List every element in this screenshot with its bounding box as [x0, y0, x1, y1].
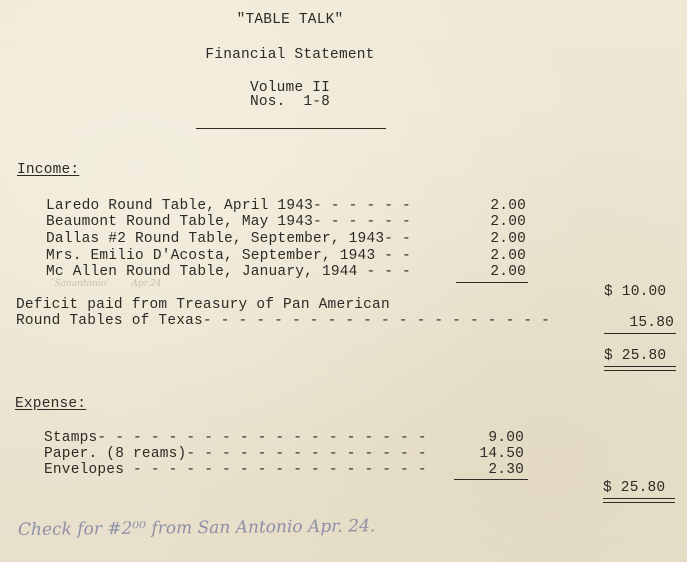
expense-item-label: Envelopes - - - - - - - - - - - - - - - - -: [44, 462, 427, 478]
deficit-line-2: Round Tables of Texas- - - - - - - - - - - - - - - - - - - -: [16, 313, 551, 329]
expense-total: $ 25.80: [603, 480, 666, 496]
deficit-amount: 15.80: [629, 315, 674, 331]
income-item-amount: 2.00: [490, 264, 526, 280]
income-total-rule-2: [604, 370, 676, 371]
income-item-label: Beaumont Round Table, May 1943- - - - - -: [46, 214, 411, 230]
document-title: "TABLE TALK": [236, 12, 344, 28]
income-item-amount: 2.00: [490, 231, 526, 247]
handwritten-note: Check for #2⁰⁰ from San Antonio Apr. 24.: [17, 516, 376, 540]
income-subtotal: $ 10.00: [604, 284, 667, 300]
volume-label: Volume II: [249, 80, 331, 96]
expense-heading: Expense:: [15, 396, 87, 412]
expense-item-amount: 14.50: [479, 446, 524, 462]
expense-item-amount: 9.00: [488, 430, 524, 446]
deficit-sum-rule: [604, 333, 676, 334]
document-subtitle: Financial Statement: [205, 47, 375, 63]
expense-sum-rule: [454, 479, 528, 480]
expense-total-rule-1: [603, 498, 675, 499]
income-item-amount: 2.00: [490, 214, 526, 230]
expense-item-label: Paper. (8 reams)- - - - - - - - - - - - - -: [44, 446, 427, 462]
issue-numbers: Nos. 1-8: [249, 94, 331, 110]
income-item-amount: 2.00: [490, 248, 526, 264]
income-item-label: Mc Allen Round Table, January, 1944 - - -: [46, 264, 411, 280]
deficit-line-1: Deficit paid from Treasury of Pan American: [16, 297, 390, 313]
expense-item-label: Stamps- - - - - - - - - - - - - - - - - - -: [44, 430, 427, 446]
income-item-label: Dallas #2 Round Table, September, 1943- -: [46, 231, 411, 247]
bleed-through-mark: `Sanantonio' Apr.24: [50, 279, 162, 289]
income-item-amount: 2.00: [490, 198, 526, 214]
income-total-rule-1: [604, 366, 676, 367]
expense-item-amount: 2.30: [488, 462, 524, 478]
income-sum-rule: [456, 282, 528, 283]
income-total: $ 25.80: [604, 348, 667, 364]
income-heading: Income:: [17, 162, 80, 178]
income-item-label: Laredo Round Table, April 1943- - - - - -: [46, 198, 411, 214]
expense-total-rule-2: [603, 502, 675, 503]
income-item-label: Mrs. Emilio D'Acosta, September, 1943 - -: [46, 248, 411, 264]
header-divider: [196, 128, 386, 129]
